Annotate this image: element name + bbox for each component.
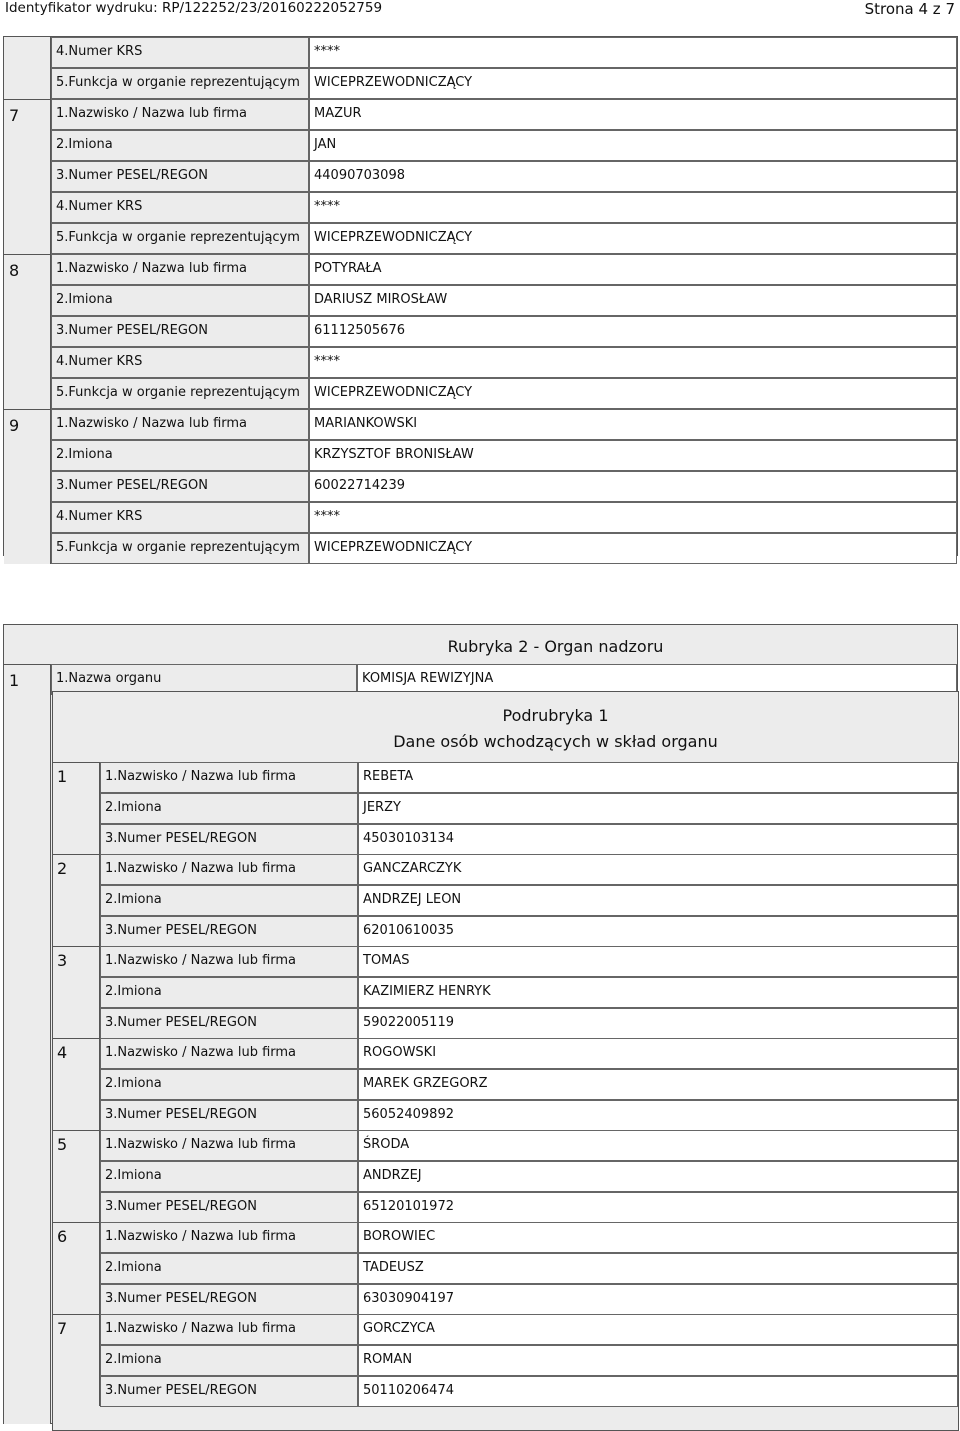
krs-label: 4.Numer KRS: [51, 192, 309, 223]
imiona-label: 2.Imiona: [51, 130, 309, 161]
member-pesel-label: 3.Numer PESEL/REGON: [100, 1100, 358, 1131]
page-number: Strona 4 z 7: [864, 0, 955, 18]
funkcja-value: WICEPRZEWODNICZĄCY: [309, 223, 957, 254]
member-number-cell: [53, 1130, 100, 1222]
member-pesel-value: 62010610035: [358, 916, 958, 947]
entry-number-cell: [4, 409, 51, 564]
funkcja-label: 5.Funkcja w organie reprezentującym: [51, 68, 309, 99]
funkcja-value: WICEPRZEWODNICZĄCY: [309, 533, 957, 564]
member-number-cell: [53, 762, 100, 854]
krs-value: ****: [309, 502, 957, 533]
member-pesel-value: 56052409892: [358, 1100, 958, 1131]
member-imiona-label: 2.Imiona: [100, 793, 358, 824]
member-nazwisko-label: 1.Nazwisko / Nazwa lub firma: [100, 1314, 358, 1345]
entry-number-cell: [4, 99, 51, 254]
member-pesel-label: 3.Numer PESEL/REGON: [100, 1376, 358, 1407]
nazwisko-value: MARIANKOWSKI: [309, 409, 957, 440]
member-nazwisko-value: REBETA: [358, 762, 958, 793]
imiona-value: DARIUSZ MIROSŁAW: [309, 285, 957, 316]
imiona-label: 2.Imiona: [51, 285, 309, 316]
entry-number-cell: [4, 37, 51, 99]
member-imiona-value: ANDRZEJ LEON: [358, 885, 958, 916]
member-nazwisko-value: BOROWIEC: [358, 1222, 958, 1253]
member-imiona-label: 2.Imiona: [100, 1345, 358, 1376]
krs-value: ****: [309, 192, 957, 223]
pesel-value: 61112505676: [309, 316, 957, 347]
print-identifier: Identyfikator wydruku: RP/122252/23/20160222052759: [5, 0, 383, 16]
nazwisko-label: 1.Nazwisko / Nazwa lub firma: [51, 99, 309, 130]
pesel-label: 3.Numer PESEL/REGON: [51, 471, 309, 502]
imiona-label: 2.Imiona: [51, 440, 309, 471]
krs-value: ****: [309, 347, 957, 378]
imiona-value: JAN: [309, 130, 957, 161]
funkcja-value: WICEPRZEWODNICZĄCY: [309, 68, 957, 99]
entry-number: 8: [9, 261, 20, 280]
krs-label: 4.Numer KRS: [51, 502, 309, 533]
member-nazwisko-label: 1.Nazwisko / Nazwa lub firma: [100, 1130, 358, 1161]
section-entry-number: 1: [4, 664, 51, 1424]
krs-label: 4.Numer KRS: [51, 37, 309, 68]
member-nazwisko-label: 1.Nazwisko / Nazwa lub firma: [100, 1222, 358, 1253]
member-imiona-value: KAZIMIERZ HENRYK: [358, 977, 958, 1008]
funkcja-label: 5.Funkcja w organie reprezentującym: [51, 223, 309, 254]
organ-nadzoru-section: [3, 624, 958, 1424]
member-imiona-value: MAREK GRZEGORZ: [358, 1069, 958, 1100]
member-imiona-value: JERZY: [358, 793, 958, 824]
member-imiona-label: 2.Imiona: [100, 1253, 358, 1284]
member-imiona-label: 2.Imiona: [100, 1161, 358, 1192]
krs-label: 4.Numer KRS: [51, 347, 309, 378]
nazwisko-label: 1.Nazwisko / Nazwa lub firma: [51, 254, 309, 285]
member-number: 5: [57, 1135, 68, 1154]
member-number: 4: [57, 1043, 68, 1062]
member-pesel-label: 3.Numer PESEL/REGON: [100, 824, 358, 855]
member-nazwisko-value: GANCZARCZYK: [358, 854, 958, 885]
funkcja-label: 5.Funkcja w organie reprezentującym: [51, 378, 309, 409]
member-pesel-value: 63030904197: [358, 1284, 958, 1315]
member-nazwisko-value: ROGOWSKI: [358, 1038, 958, 1069]
member-imiona-value: TADEUSZ: [358, 1253, 958, 1284]
member-nazwisko-value: TOMAS: [358, 946, 958, 977]
member-imiona-value: ANDRZEJ: [358, 1161, 958, 1192]
entry-number: 7: [9, 106, 20, 125]
krs-value: ****: [309, 37, 957, 68]
section-title: Rubryka 2 - Organ nadzoru: [447, 637, 664, 656]
subsection-members: [52, 691, 959, 1431]
pesel-label: 3.Numer PESEL/REGON: [51, 161, 309, 192]
member-number-cell: [53, 1038, 100, 1130]
member-imiona-label: 2.Imiona: [100, 1069, 358, 1100]
member-nazwisko-label: 1.Nazwisko / Nazwa lub firma: [100, 1038, 358, 1069]
pesel-value: 44090703098: [309, 161, 957, 192]
member-number: 1: [57, 767, 68, 786]
member-nazwisko-label: 1.Nazwisko / Nazwa lub firma: [100, 762, 358, 793]
funkcja-value: WICEPRZEWODNICZĄCY: [309, 378, 957, 409]
member-pesel-value: 45030103134: [358, 824, 958, 855]
member-number-cell: [53, 1314, 100, 1406]
member-nazwisko-label: 1.Nazwisko / Nazwa lub firma: [100, 946, 358, 977]
nazwisko-value: POTYRAŁA: [309, 254, 957, 285]
member-number-cell: [53, 946, 100, 1038]
member-imiona-label: 2.Imiona: [100, 977, 358, 1008]
representatives-table: [3, 36, 958, 556]
member-number-cell: [53, 1222, 100, 1314]
entry-number-cell: [4, 254, 51, 409]
member-pesel-label: 3.Numer PESEL/REGON: [100, 916, 358, 947]
member-pesel-value: 59022005119: [358, 1008, 958, 1039]
member-nazwisko-value: ŚRODA: [358, 1130, 958, 1161]
member-number: 6: [57, 1227, 68, 1246]
member-pesel-label: 3.Numer PESEL/REGON: [100, 1008, 358, 1039]
subsection-title: Podrubryka 1: [502, 706, 609, 725]
member-number: 2: [57, 859, 68, 878]
member-pesel-value: 65120101972: [358, 1192, 958, 1223]
pesel-value: 60022714239: [309, 471, 957, 502]
member-imiona-label: 2.Imiona: [100, 885, 358, 916]
funkcja-label: 5.Funkcja w organie reprezentującym: [51, 533, 309, 564]
entry-number: 9: [9, 416, 20, 435]
member-number-cell: [53, 854, 100, 946]
member-imiona-value: ROMAN: [358, 1345, 958, 1376]
subsection-subtitle: Dane osób wchodzących w skład organu: [393, 732, 718, 751]
member-nazwisko-label: 1.Nazwisko / Nazwa lub firma: [100, 854, 358, 885]
member-pesel-label: 3.Numer PESEL/REGON: [100, 1192, 358, 1223]
nazwisko-label: 1.Nazwisko / Nazwa lub firma: [51, 409, 309, 440]
member-pesel-label: 3.Numer PESEL/REGON: [100, 1284, 358, 1315]
pesel-label: 3.Numer PESEL/REGON: [51, 316, 309, 347]
imiona-value: KRZYSZTOF BRONISŁAW: [309, 440, 957, 471]
member-pesel-value: 50110206474: [358, 1376, 958, 1407]
member-number: 3: [57, 951, 68, 970]
organ-name-label: 1.Nazwa organu: [51, 664, 357, 695]
nazwisko-value: MAZUR: [309, 99, 957, 130]
member-number: 7: [57, 1319, 68, 1338]
organ-name-value: KOMISJA REWIZYJNA: [357, 664, 957, 695]
member-nazwisko-value: GORCZYCA: [358, 1314, 958, 1345]
